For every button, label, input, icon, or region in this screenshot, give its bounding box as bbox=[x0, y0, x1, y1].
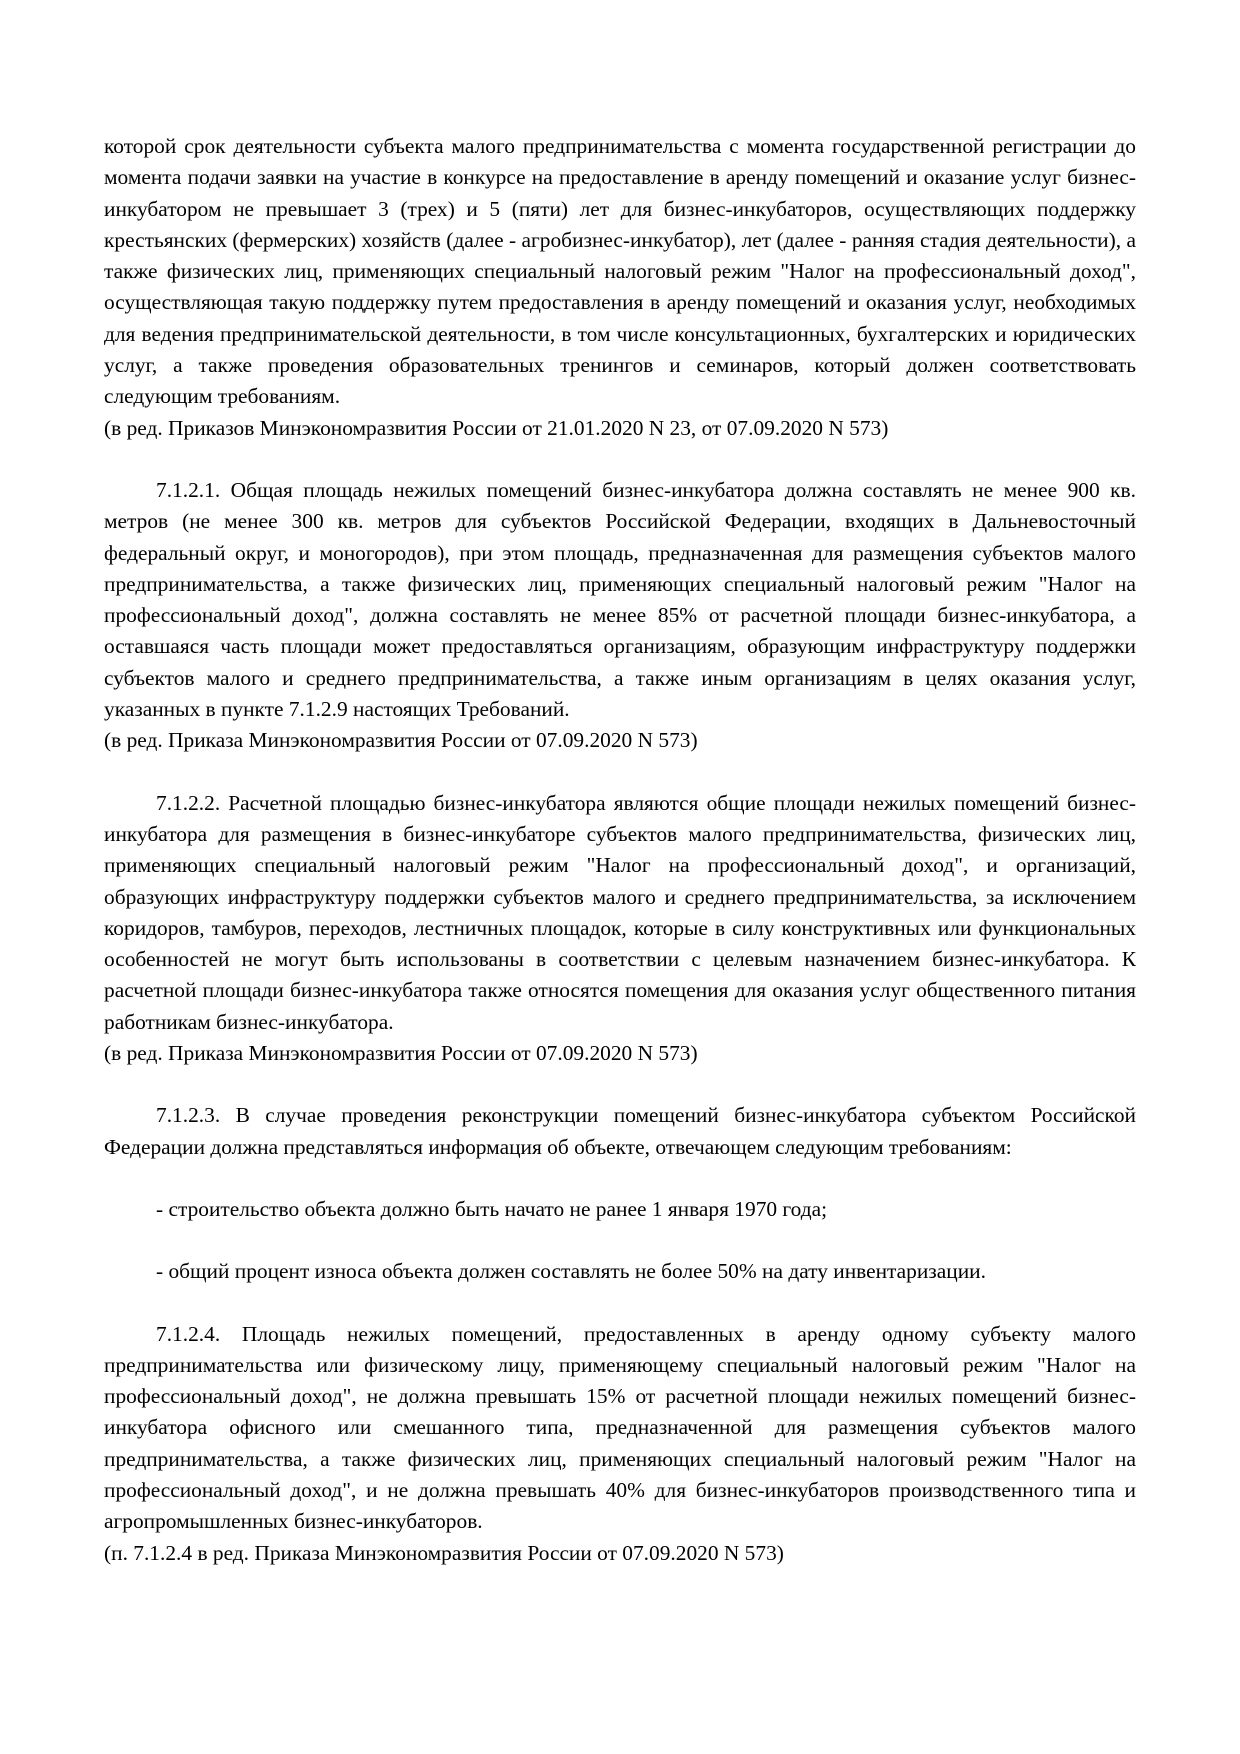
paragraph-gap bbox=[104, 444, 1136, 475]
paragraph-intro: которой срок деятельности субъекта малого предпринимательства с момента государственной регистрации до момента подачи заявки на участие в конкурсе на предоставление в аренду помещений и оказание услуг бизнес-инкубатором не превышает 3 (трех) и 5 (пяти) лет для бизнес-инкубаторов, осуществляющих поддержку крестьянских (фермерских) хозяйств (далее - агробизнес-инкубатор), лет (далее - ранняя стадия деятельности), а также физических лиц, применяющих специальный налоговый режим "Налог на профессиональный доход", осуществляющая такую поддержку путем предоставления в аренду помещений и оказания услуг, необходимых для ведения предпринимательской деятельности, в том числе консультационных, бухгалтерских и юридических услуг, а также проведения образовательных тренингов и семинаров, который должен соответствовать следующим требованиям. bbox=[104, 134, 1136, 409]
amendment-note-1: (в ред. Приказов Минэкономразвития России от 21.01.2020 N 23, от 07.09.2020 N 573) bbox=[104, 415, 889, 440]
clause-7-1-2-4: 7.1.2.4. Площадь нежилых помещений, предоставленных в аренду одному субъекту малого предпринимательства или физическому лицу, применяющему специальный налоговый режим "Налог на профессиональный доход", не должна превышать 15% от расчетной площади нежилых помещений бизнес-инкубатора офисного или смешанного типа, предназначенной для размещения субъектов малого предпринимательства, а также физических лиц, применяющих специальный налоговый режим "Налог на профессиональный доход", и не должна превышать 40% для бизнес-инкубаторов производственного типа и агропромышленных бизнес-инкубаторов. bbox=[104, 1321, 1136, 1534]
amendment-note-3: (в ред. Приказа Минэкономразвития России от 07.09.2020 N 573) bbox=[104, 1041, 698, 1066]
paragraph-gap bbox=[104, 1225, 1136, 1256]
amendment-note-4: (п. 7.1.2.4 в ред. Приказа Минэкономразвития России от 07.09.2020 N 573) bbox=[104, 1540, 784, 1565]
clause-7-1-2-3: 7.1.2.3. В случае проведения реконструкции помещений бизнес-инкубатора субъектом Российской Федерации должна представляться информация об объекте, отвечающем следующим требованиям: bbox=[104, 1103, 1136, 1159]
amendment-note-2: (в ред. Приказа Минэкономразвития России от 07.09.2020 N 573) bbox=[104, 728, 698, 753]
requirement-bullet-2: - общий процент износа объекта должен составлять не более 50% на дату инвентаризации. bbox=[156, 1259, 986, 1284]
clause-7-1-2-1: 7.1.2.1. Общая площадь нежилых помещений бизнес-инкубатора должна составлять не менее 900 кв. метров (не менее 300 кв. метров для субъектов Российской Федерации, входящих в Дальневосточный федеральный округ, и моногородов), при этом площадь, предназначенная для размещения субъектов малого предпринимательства, а также физических лиц, применяющих специальный налоговый режим "Налог на профессиональный доход", должна составлять не менее 85% от расчетной площади бизнес-инкубатора, а оставшаяся часть площади может предоставляться организациям, образующим инфраструктуру поддержки субъектов малого и среднего предпринимательства, а также иным организациям в целях оказания услуг, указанных в пункте 7.1.2.9 настоящих Требований. bbox=[104, 477, 1136, 722]
paragraph-gap bbox=[104, 1163, 1136, 1194]
paragraph-gap bbox=[104, 1069, 1136, 1100]
document-body bbox=[104, 131, 1136, 1569]
requirement-bullet-1: - строительство объекта должно быть начато не ранее 1 января 1970 года; bbox=[156, 1196, 828, 1221]
paragraph-gap bbox=[104, 1288, 1136, 1319]
clause-7-1-2-2: 7.1.2.2. Расчетной площадью бизнес-инкубатора являются общие площади нежилых помещений бизнес-инкубатора для размещения в бизнес-инкубаторе субъектов малого предпринимательства, физических лиц, применяющих специальный налоговый режим "Налог на профессиональный доход", и организаций, образующих инфраструктуру поддержки субъектов малого и среднего предпринимательства, за исключением коридоров, тамбуров, переходов, лестничных площадок, которые в силу конструктивных или функциональных особенностей не могут быть использованы в соответствии с целевым назначением бизнес-инкубатора. К расчетной площади бизнес-инкубатора также относятся помещения для оказания услуг общественного питания работникам бизнес-инкубатора. bbox=[104, 790, 1136, 1034]
paragraph-gap bbox=[104, 757, 1136, 788]
